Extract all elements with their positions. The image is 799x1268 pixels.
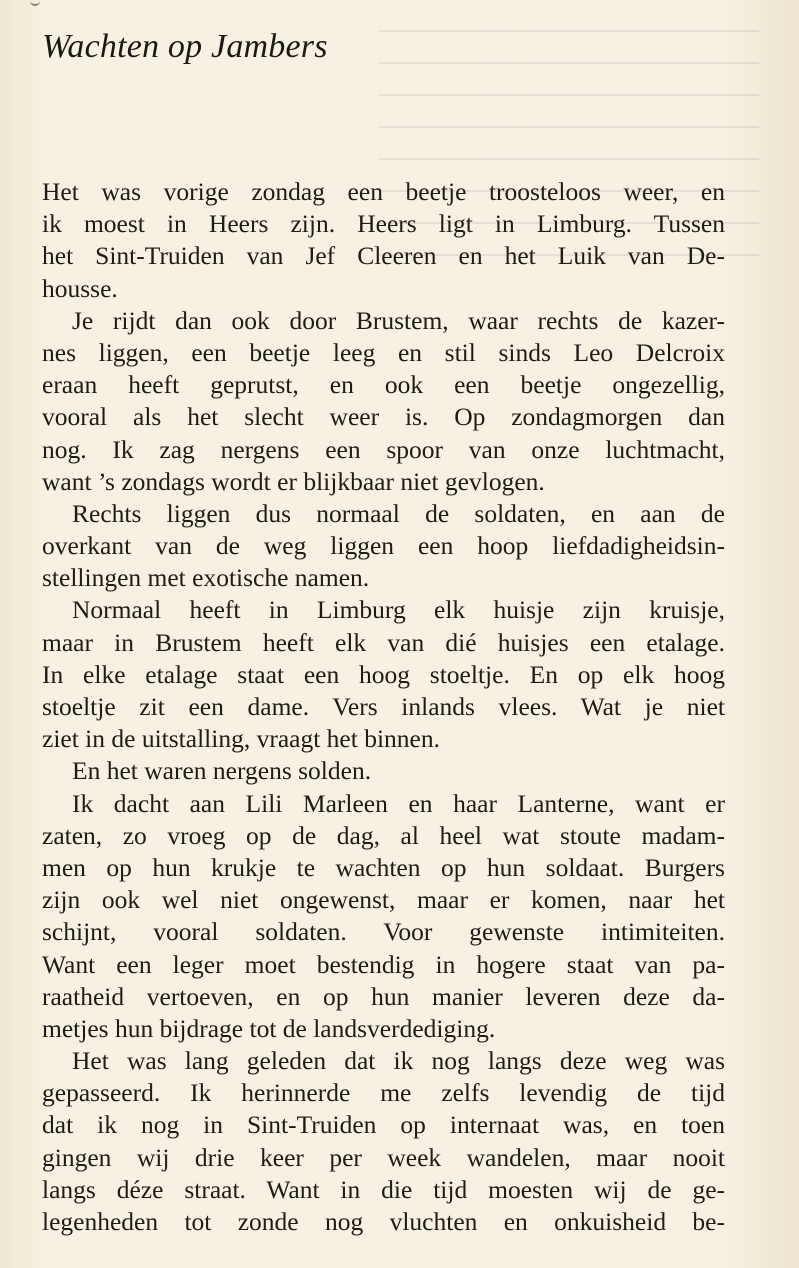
text-line: ik moest in Heers zijn. Heers ligt in Limburg. Tussen [42, 209, 725, 239]
text-line: gepasseerd. Ik herinnerde me zelfs levendig de tijd [42, 1078, 725, 1108]
text-line: dat ik nog in Sint-Truiden op internaat was, en toen [42, 1110, 725, 1140]
text-line: nes liggen, een beetje leeg en stil sinds Leo Delcroix [42, 337, 725, 367]
text-line: nog. Ik zag nergens een spoor van onze luchtmacht, [42, 434, 725, 464]
text-line: Rechts liggen dus normaal de soldaten, en aan de [72, 498, 725, 528]
text-line: langs déze straat. Want in die tijd moesten wij de ge- [42, 1174, 725, 1204]
text-line: Het was lang geleden dat ik nog langs deze weg was [72, 1046, 725, 1076]
text-line: eraan heeft geprutst, en ook een beetje ongezellig, [42, 370, 725, 400]
text-line: In elke etalage staat een hoog stoeltje. En op elk hoog [42, 659, 725, 689]
text-line: legenheden tot zonde nog vluchten en onkuisheid be- [42, 1207, 725, 1236]
text-line: want ’s zondags wordt er blijkbaar niet gevlogen. [42, 466, 545, 496]
text-line: Je rijdt dan ook door Brustem, waar rechts de kazer- [72, 305, 725, 335]
text-line: schijnt, vooral soldaten. Voor gewenste intimiteiten. [42, 917, 725, 947]
text-line: Ik dacht aan Lili Marleen en haar Lanterne, want er [72, 788, 725, 818]
text-line: ziet in de uitstalling, vraagt het binnen. [42, 724, 440, 754]
page-mark [30, 0, 40, 6]
text-line: Want een leger moet bestendig in hogere staat van pa- [42, 949, 725, 979]
text-line: metjes hun bijdrage tot de landsverdediging. [42, 1013, 496, 1043]
text-line: maar in Brustem heeft elk van dié huisjes een etalage. [42, 627, 725, 657]
text-line: En het waren nergens solden. [72, 756, 372, 786]
body-text [42, 176, 725, 1238]
text-line: overkant van de weg liggen een hoop liefdadigheidsin- [42, 531, 725, 561]
text-line: het Sint-Truiden van Jef Cleeren en het Luik van De- [42, 241, 725, 271]
text-line: housse. [42, 273, 118, 303]
text-line: zaten, zo vroeg op de dag, al heel wat stoute madam- [42, 820, 725, 850]
text-line: vooral als het slecht weer is. Op zondagmorgen dan [42, 402, 725, 432]
text-line: zijn ook wel niet ongewenst, maar er komen, naar het [42, 885, 725, 915]
text-line: Normaal heeft in Limburg elk huisje zijn kruisje, [72, 595, 725, 625]
text-line: stellingen met exotische namen. [42, 563, 370, 593]
text-line: Het was vorige zondag een beetje troosteloos weer, en [42, 177, 725, 206]
text-line: gingen wij drie keer per week wandelen, maar nooit [42, 1142, 725, 1172]
text-line: men op hun krukje te wachten op hun soldaat. Burgers [42, 852, 725, 882]
chapter-title: Wachten op Jambers [42, 28, 328, 65]
text-line: stoeltje zit een dame. Vers inlands vlees. Wat je niet [42, 692, 725, 721]
text-line: raatheid vertoeven, en op hun manier leveren deze da- [42, 981, 725, 1011]
